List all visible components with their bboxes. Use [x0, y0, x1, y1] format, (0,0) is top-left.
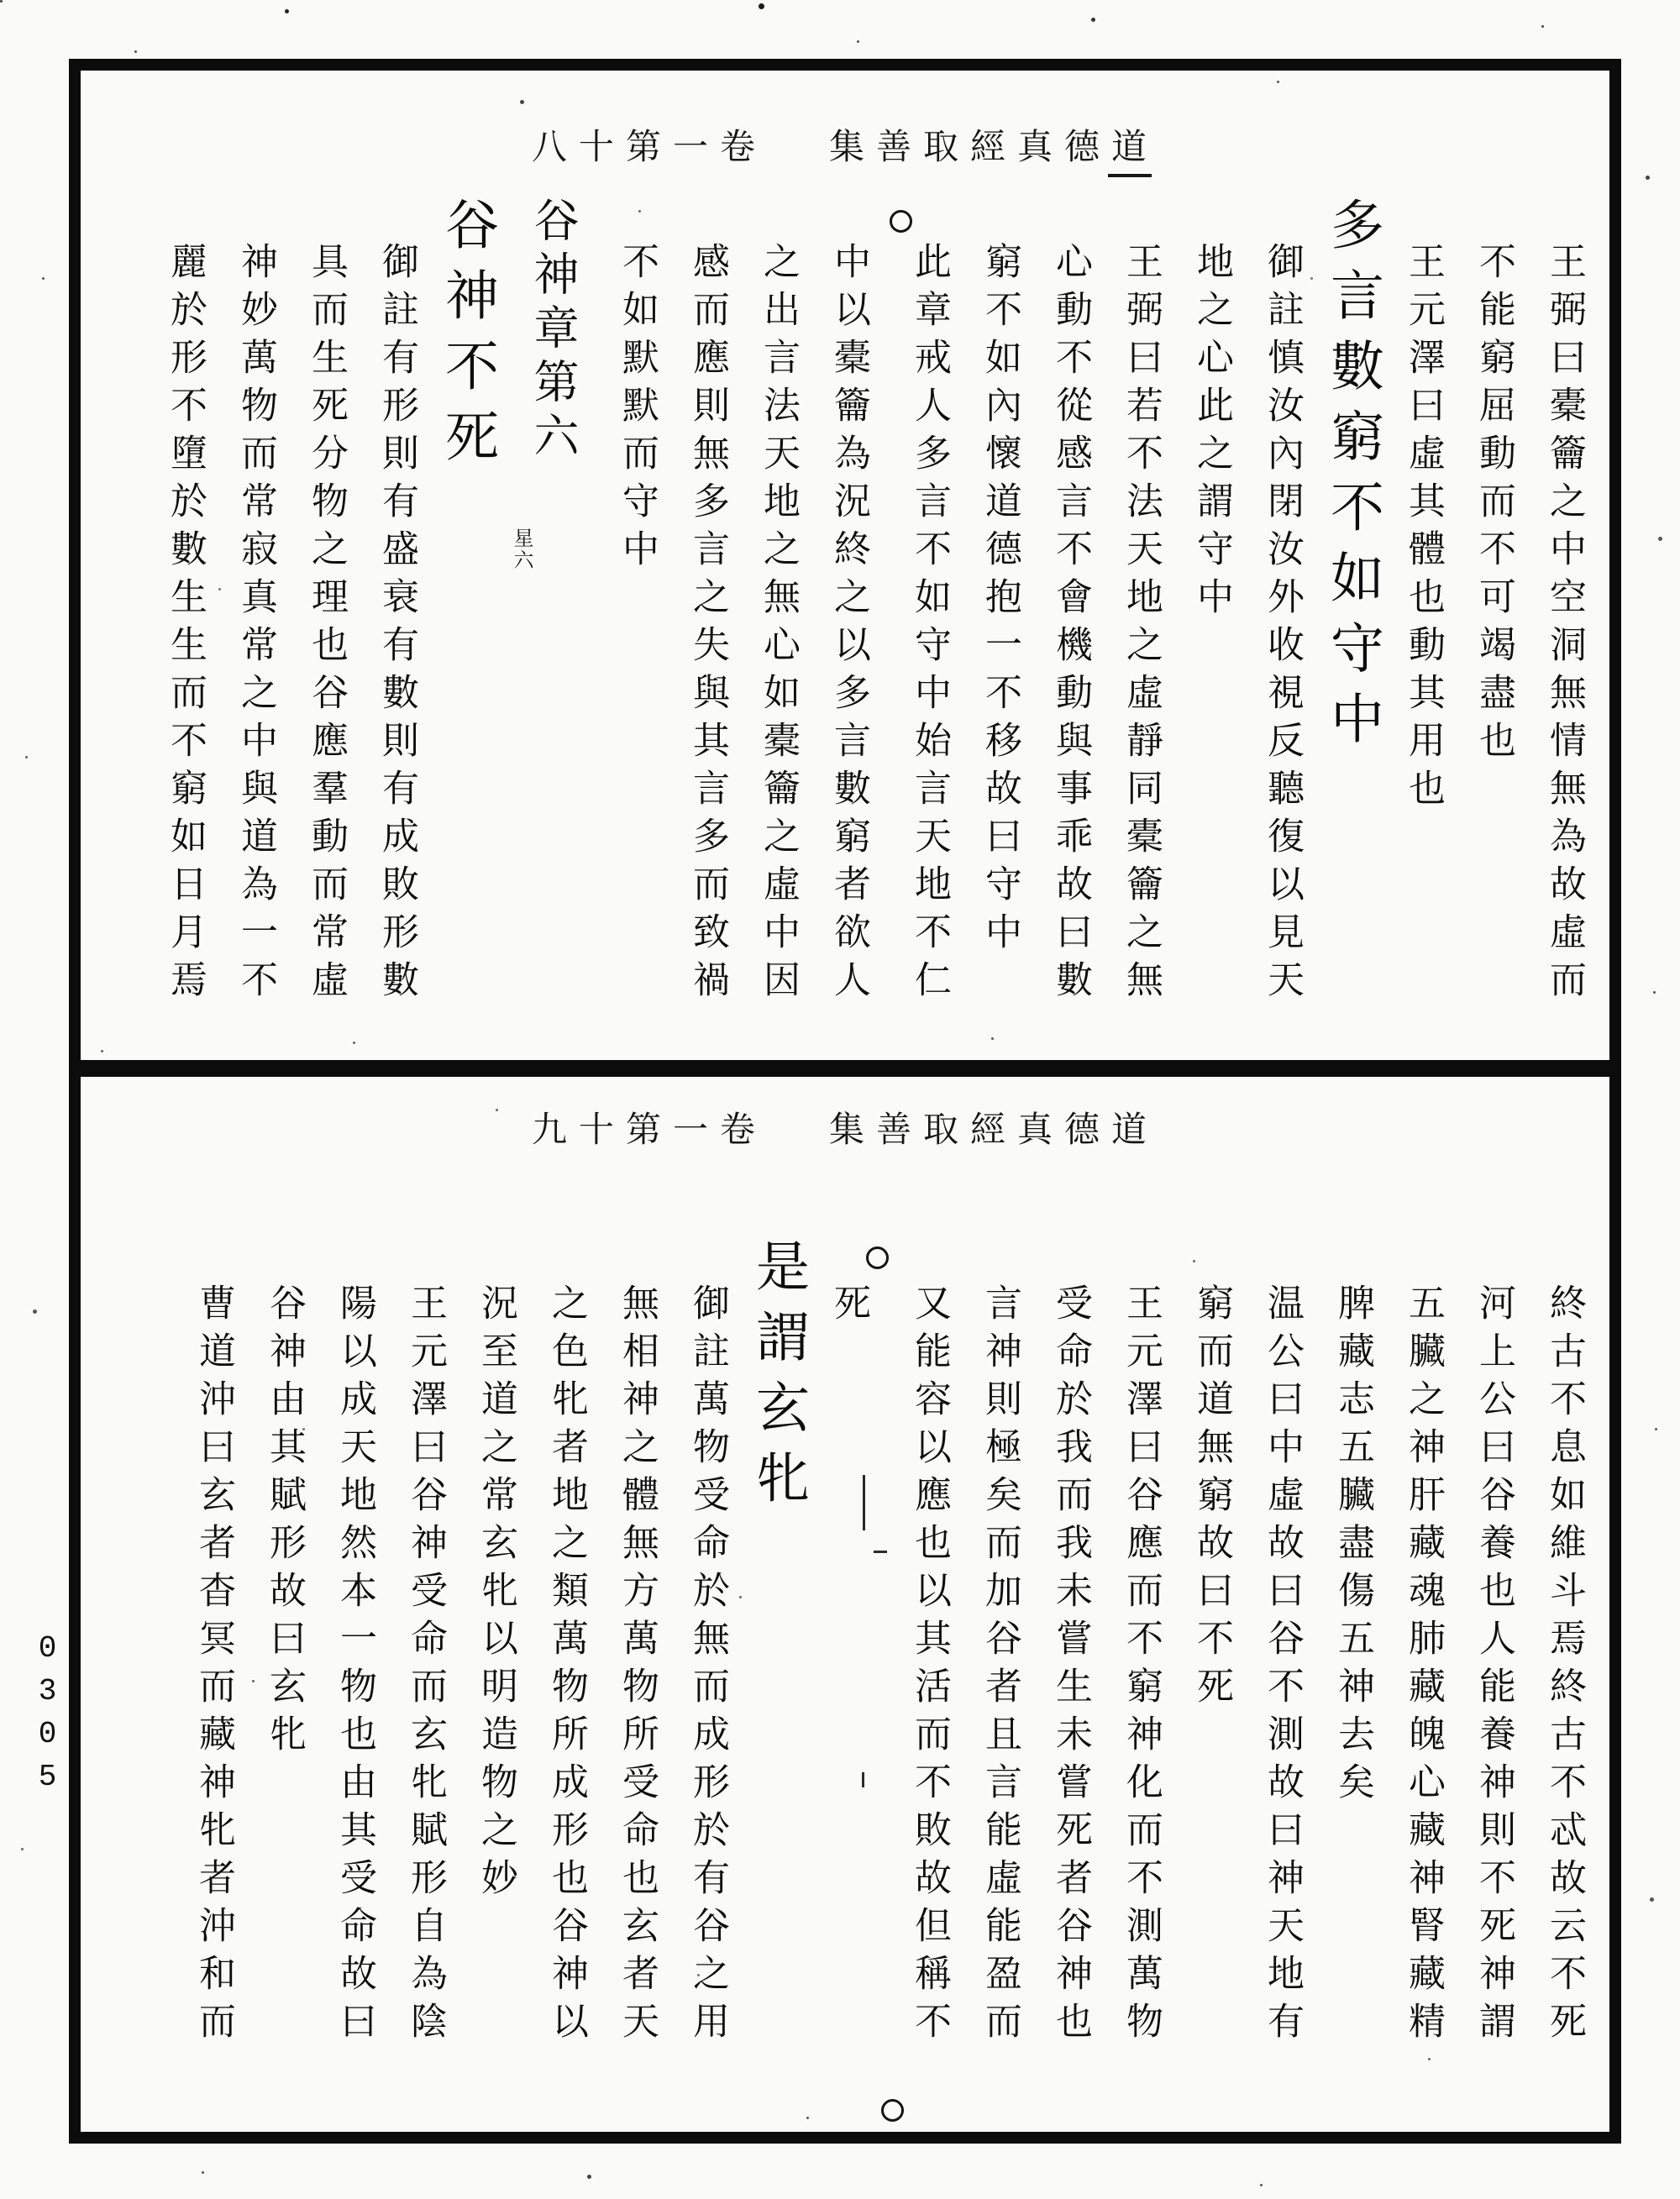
- text-column: [1105, 1238, 1176, 2088]
- scratch-mark: [874, 1551, 887, 1553]
- column-text: 谷神章第六: [528, 197, 578, 465]
- column-text: 是謂玄牝: [748, 1238, 808, 1520]
- column-text: 中以橐籥為況終之以多言數窮者欲人: [828, 242, 869, 1008]
- column-text: 麗於形不墮於數生生而不窮如日月焉: [165, 242, 206, 1008]
- text-column: [1458, 197, 1529, 1053]
- text-column: [1317, 197, 1388, 1053]
- text-column: [178, 1238, 249, 2088]
- header-underline-mark: [1108, 174, 1152, 177]
- text-column: [361, 197, 432, 1053]
- volume-chapter-label: 八十第一卷: [531, 129, 767, 167]
- text-column: [432, 197, 502, 1053]
- scratch-mark: [863, 1475, 865, 1530]
- column-text: 窮而道無窮故曰不死: [1191, 1283, 1232, 1714]
- text-column: [510, 197, 588, 1053]
- volume-chapter-label: 九十第一卷: [531, 1111, 767, 1150]
- column-text: 御註有形則有盛衰有數則有成敗形數: [376, 242, 417, 1008]
- column-text: 又能容以應也以其活而不敗故但稱不: [909, 1283, 950, 2049]
- book-title-label: 集善取經真德道: [829, 129, 1158, 167]
- page-half-lower: [81, 1077, 1609, 2132]
- text-column: [894, 1238, 964, 2088]
- page-half-upper: [81, 71, 1609, 1060]
- text-column: [672, 1238, 743, 2088]
- scan-number-label: 0305: [30, 1631, 65, 1803]
- text-column: [1247, 1238, 1317, 2088]
- column-text: 多言數窮不如守中: [1323, 197, 1383, 761]
- column-text: 五臟之神肝藏魂肺藏魄心藏神腎藏精: [1403, 1283, 1444, 2049]
- column-text: 死: [828, 1283, 869, 1331]
- text-column: [1035, 197, 1105, 1053]
- text-column: [672, 197, 743, 1053]
- column-text: 王元澤曰谷神受命而玄牝賦形自為陰: [405, 1283, 446, 2049]
- column-text: 温公曰中虛故曰谷不測故曰神天地有: [1262, 1283, 1303, 2049]
- text-column: [1176, 197, 1247, 1053]
- text-column: [150, 197, 220, 1053]
- text-column: [1529, 1238, 1599, 2088]
- page-divider: [79, 1060, 1611, 1077]
- running-header-lower: [81, 1102, 1609, 1152]
- column-text: 此章戒人多言不如守中始言天地不仁: [909, 242, 950, 1008]
- text-column: [601, 197, 672, 1053]
- column-text: 王弼曰橐籥之中空洞無情無為故虛而: [1544, 242, 1585, 1008]
- column-text: 心動不從感言不會機動與事乖故曰數: [1050, 242, 1091, 1008]
- page-frame: [69, 59, 1621, 2144]
- text-column: [1458, 1238, 1529, 2088]
- text-column: [291, 197, 361, 1053]
- section-circle-icon: [881, 2099, 904, 2122]
- section-circle-icon: [866, 1246, 889, 1269]
- column-text: 不能窮屈動而不可竭盡也: [1473, 242, 1515, 769]
- book-title-label: 集善取經真德道: [829, 1111, 1159, 1150]
- column-text: 地之心此之謂守中: [1191, 242, 1232, 625]
- column-text: 王元澤曰谷應而不窮神化而不測萬物: [1121, 1283, 1162, 2049]
- text-column: [743, 1238, 813, 2088]
- column-text: 脾藏志五臟盡傷五神去矣: [1332, 1283, 1373, 1810]
- column-text: 具而生死分物之理也谷應羣動而常虛: [306, 242, 347, 1008]
- column-text: 終古不息如維斗焉終古不忒故云不死: [1544, 1283, 1585, 2049]
- section-circle-icon: [890, 210, 912, 233]
- column-text: 王元澤曰虛其體也動其用也: [1403, 242, 1444, 816]
- column-text: 神妙萬物而常寂真常之中與道為一不: [235, 242, 276, 1008]
- column-text: 之色牝者地之類萬物所成形也谷神以: [546, 1283, 587, 2049]
- text-column: [964, 197, 1035, 1053]
- text-column: [743, 197, 813, 1053]
- column-text: 感而應則無多言之失與其言多而致禍: [687, 242, 728, 1008]
- column-text: 況至道之常玄牝以明造物之妙: [475, 1283, 517, 1906]
- text-column: [220, 197, 291, 1053]
- column-text: 御註萬物受命於無而成形於有谷之用: [687, 1283, 728, 2049]
- text-column: [964, 1238, 1035, 2088]
- small-annotation: 星六: [510, 527, 532, 571]
- column-text: 不如默默而守中: [617, 242, 658, 577]
- column-text: 谷神由其賦形故曰玄牝: [264, 1283, 305, 1762]
- text-column: [531, 1238, 601, 2088]
- text-column: [1247, 197, 1317, 1053]
- column-text: 王弼曰若不法天地之虛靜同橐籥之無: [1121, 242, 1162, 1008]
- text-column: [1035, 1238, 1105, 2088]
- text-column: [1176, 1238, 1247, 2088]
- column-text: 曹道沖曰玄者杳冥而藏神牝者沖和而: [193, 1283, 234, 2049]
- text-column: [390, 1238, 460, 2088]
- column-text: 谷神不死: [438, 197, 497, 479]
- text-column: [1317, 1238, 1388, 2088]
- column-text: 無相神之體無方萬物所受命也玄者天: [617, 1283, 658, 2049]
- text-column: [319, 1238, 390, 2088]
- column-text: 言神則極矣而加谷者且言能虛能盈而: [979, 1283, 1021, 2049]
- column-text: 受命於我而我未嘗生未嘗死者谷神也: [1050, 1283, 1091, 2049]
- text-column: [894, 197, 964, 1053]
- text-column: [1105, 197, 1176, 1053]
- column-text: 陽以成天地然本一物也由其受命故曰: [334, 1283, 375, 2049]
- running-header-upper: [81, 119, 1609, 170]
- scratch-mark: [862, 1772, 864, 1787]
- text-columns-upper: [150, 197, 1599, 1053]
- text-column: [1388, 197, 1458, 1053]
- column-text: 窮不如內懷道德抱一不移故曰守中: [979, 242, 1021, 960]
- text-column: [813, 1238, 884, 2088]
- text-column: [813, 197, 884, 1053]
- text-column: [249, 1238, 319, 2088]
- text-column: [1529, 197, 1599, 1053]
- column-text: 御註慎汝內閉汝外收視反聽復以見天: [1262, 242, 1303, 1008]
- column-text: 河上公曰谷養也人能養神則不死神謂: [1473, 1283, 1515, 2049]
- column-text: 之出言法天地之無心如橐籥之虛中因: [758, 242, 799, 1008]
- text-column: [460, 1238, 531, 2088]
- text-column: [1388, 1238, 1458, 2088]
- text-columns-lower: [178, 1238, 1599, 2088]
- text-column: [601, 1238, 672, 2088]
